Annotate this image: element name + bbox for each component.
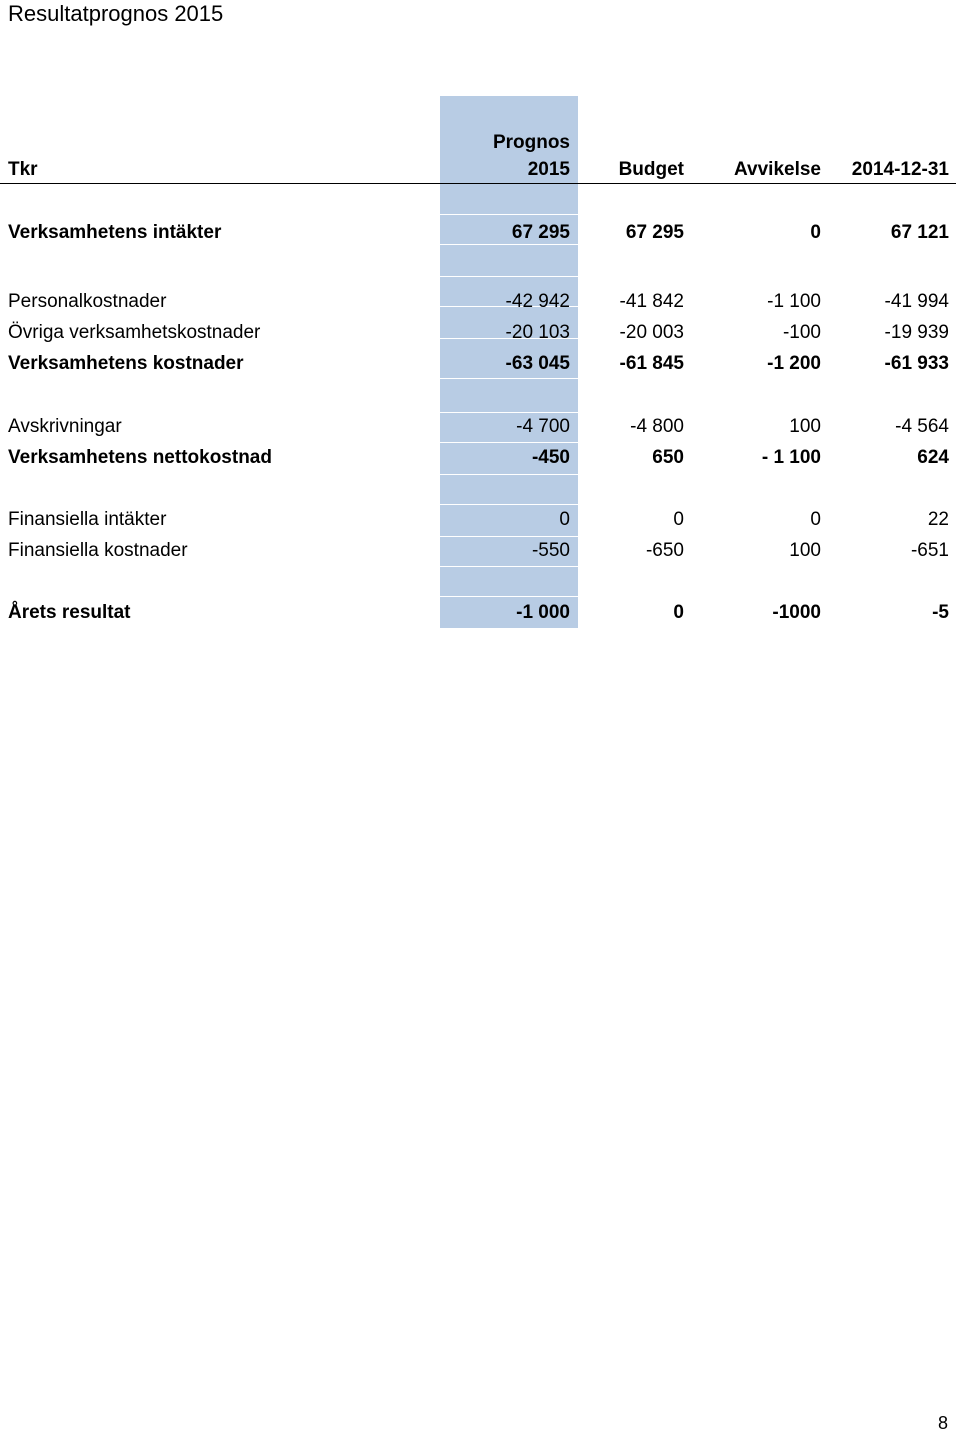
row-label: Finansiella intäkter: [8, 509, 167, 530]
row-budget: -20 003: [619, 322, 684, 343]
band-gridline: [440, 536, 578, 537]
row-actual: 67 121: [890, 222, 949, 243]
row-budget: -650: [645, 540, 684, 561]
row-actual: -41 994: [884, 291, 949, 312]
row-label: Finansiella kostnader: [8, 540, 188, 561]
row-prognos: -1 000: [516, 602, 570, 623]
row-avvikelse: 0: [810, 222, 821, 243]
row-label: Verksamhetens nettokostnad: [8, 447, 272, 468]
row-actual: -19 939: [884, 322, 949, 343]
band-gridline: [440, 412, 578, 413]
row-label: Verksamhetens kostnader: [8, 353, 244, 374]
row-budget: 67 295: [625, 222, 684, 243]
page-title: Resultatprognos 2015: [8, 1, 224, 26]
column-header-avvikelse: Avvikelse: [734, 159, 821, 180]
band-gridline: [440, 378, 578, 379]
row-prognos: 0: [559, 509, 570, 530]
row-actual: -651: [910, 540, 949, 561]
row-avvikelse: -1 100: [767, 291, 821, 312]
column-header-prognos-line2: 2015: [527, 159, 570, 180]
row-budget: -4 800: [630, 416, 684, 437]
row-budget: -61 845: [619, 353, 684, 374]
column-header-budget: Budget: [618, 159, 684, 180]
row-actual: -4 564: [895, 416, 949, 437]
row-label: Avskrivningar: [8, 416, 122, 437]
row-label: Verksamhetens intäkter: [8, 222, 222, 243]
band-gridline: [440, 474, 578, 475]
row-prognos: -450: [531, 447, 570, 468]
row-avvikelse: - 1 100: [761, 447, 821, 468]
row-actual: 22: [927, 509, 949, 530]
band-gridline: [440, 214, 578, 215]
row-prognos: 67 295: [511, 222, 570, 243]
row-actual: -5: [932, 602, 949, 623]
row-prognos: -42 942: [505, 291, 570, 312]
row-label: Personalkostnader: [8, 291, 167, 312]
row-avvikelse: -1 200: [767, 353, 821, 374]
band-gridline: [440, 566, 578, 567]
row-budget: 650: [652, 447, 684, 468]
column-header-tkr: Tkr: [8, 159, 38, 180]
band-gridline: [440, 276, 578, 277]
row-prognos: -4 700: [516, 416, 570, 437]
row-prognos: -20 103: [505, 322, 570, 343]
band-gridline: [440, 442, 578, 443]
row-avvikelse: 0: [810, 509, 821, 530]
page-number: 8: [937, 1413, 948, 1433]
band-gridline: [440, 504, 578, 505]
row-avvikelse: -1000: [772, 602, 821, 623]
header-rule: [0, 183, 956, 184]
column-header-prognos-line1: Prognos: [492, 132, 570, 153]
row-budget: -41 842: [619, 291, 684, 312]
row-avvikelse: 100: [789, 416, 821, 437]
row-avvikelse: -100: [782, 322, 821, 343]
band-gridline: [440, 596, 578, 597]
row-budget: 0: [673, 602, 684, 623]
row-label: Årets resultat: [8, 602, 131, 623]
row-prognos: -550: [531, 540, 570, 561]
row-avvikelse: 100: [789, 540, 821, 561]
column-header-actual: 2014-12-31: [851, 159, 949, 180]
row-actual: 624: [917, 447, 949, 468]
row-label: Övriga verksamhetskostnader: [8, 322, 261, 343]
row-actual: -61 933: [884, 353, 949, 374]
row-prognos: -63 045: [505, 353, 570, 374]
row-budget: 0: [673, 509, 684, 530]
